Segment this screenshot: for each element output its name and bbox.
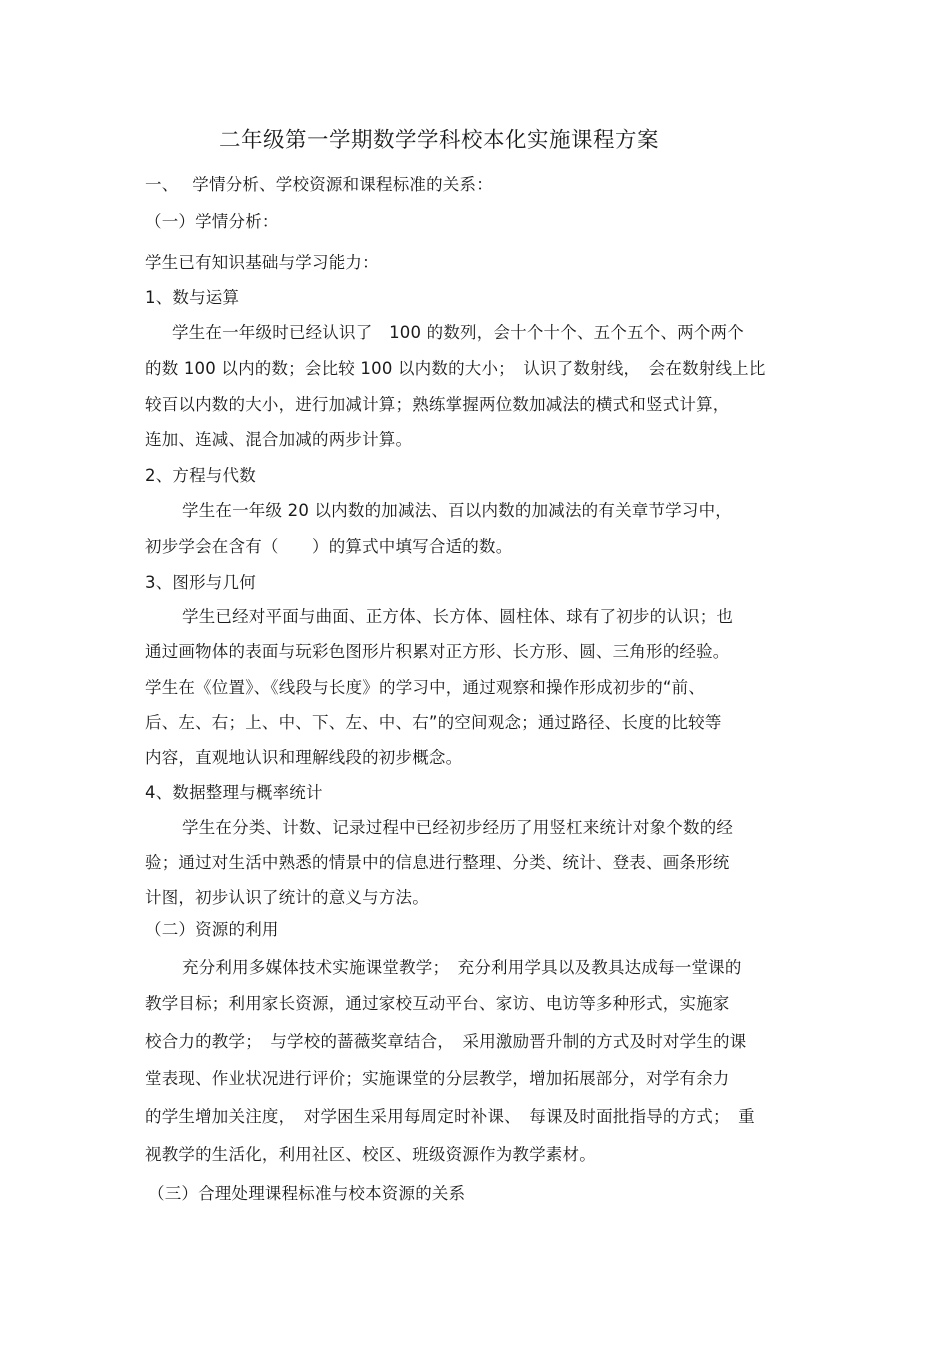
paragraph-line: 堂表现、作业状况进行评价；实施课堂的分层教学，增加拓展部分，对学有余力 xyxy=(145,1069,730,1088)
subsection-heading-3: （三）合理处理课程标准与校本资源的关系 xyxy=(148,1184,466,1203)
subsection-heading-1: （一）学情分析： xyxy=(145,212,279,231)
paragraph-line: 内容，直观地认识和理解线段的初步概念。 xyxy=(145,748,463,767)
paragraph-line: 计图，初步认识了统计的意义与方法。 xyxy=(145,888,429,907)
paragraph-line: 学生在一年级时已经认识了 100 的数列，会十个十个、五个五个、两个两个 xyxy=(172,323,744,342)
item-heading-2: 2、方程与代数 xyxy=(145,466,256,485)
paragraph-line: 充分利用多媒体技术实施课堂教学； 充分利用学具以及教具达成每一堂课的 xyxy=(182,958,742,977)
paragraph-line: 的数 100 以内的数；会比较 100 以内数的大小； 认识了数射线， 会在数射线上比 xyxy=(145,359,766,378)
paragraph-line: 较百以内数的大小，进行加减计算；熟练掌握两位数加减法的横式和竖式计算， xyxy=(145,395,730,414)
item-heading-4: 4、数据整理与概率统计 xyxy=(145,783,323,802)
paragraph-line: 教学目标；利用家长资源，通过家校互动平台、家访、电访等多种形式，实施家 xyxy=(145,994,730,1013)
item-heading-3: 3、图形与几何 xyxy=(145,573,256,592)
paragraph-line: 通过画物体的表面与玩彩色图形片积累对正方形、长方形、圆、三角形的经验。 xyxy=(145,642,730,661)
paragraph-line: 学生在一年级 20 以内数的加减法、百以内数的加减法的有关章节学习中， xyxy=(182,501,732,520)
subsection-heading-2: （二）资源的利用 xyxy=(145,920,279,939)
paragraph-line: 连加、连减、混合加减的两步计算。 xyxy=(145,430,413,449)
paragraph-line: 学生在《位置》、《线段与长度》的学习中，通过观察和操作形成初步的“前、 xyxy=(145,678,706,697)
paragraph-line: 学生已经对平面与曲面、正方体、长方体、圆柱体、球有了初步的认识；也 xyxy=(182,607,734,626)
paragraph-line: 校合力的教学； 与学校的蔷薇奖章结合， 采用激励晋升制的方式及时对学生的课 xyxy=(145,1032,747,1051)
paragraph-line: 视教学的生活化，利用社区、校区、班级资源作为教学素材。 xyxy=(145,1145,596,1164)
paragraph-line: 后、左、右；上、中、下、左、中、右”的空间观念；通过路径、长度的比较等 xyxy=(145,713,722,732)
paragraph-line: 学生在分类、计数、记录过程中已经初步经历了用竖杠来统计对象个数的经 xyxy=(182,818,734,837)
section-heading-1: 一、 学情分析、学校资源和课程标准的关系： xyxy=(145,175,493,194)
paragraph-line: 验；通过对生活中熟悉的情景中的信息进行整理、分类、统计、登表、画条形统 xyxy=(145,853,730,872)
paragraph-line: 初步学会在含有（ ）的算式中填写合适的数。 xyxy=(145,537,513,556)
document-title: 二年级第一学期数学学科校本化实施课程方案 xyxy=(219,128,660,153)
paragraph-line: 的学生增加关注度， 对学困生采用每周定时补课、 每课及时面批指导的方式； 重 xyxy=(145,1107,755,1126)
paragraph-line: 学生已有知识基础与学习能力： xyxy=(145,253,379,272)
item-heading-1: 1、数与运算 xyxy=(145,288,240,307)
